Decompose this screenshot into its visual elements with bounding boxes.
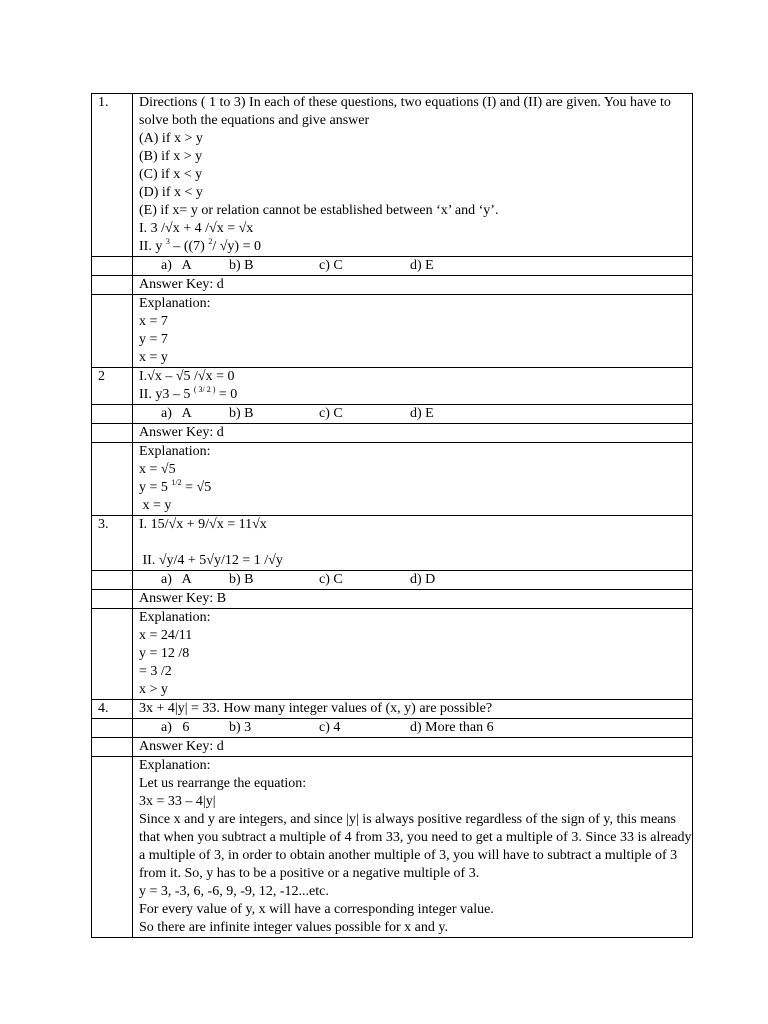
option-c: c) 4 [319,720,341,735]
empty-cell [92,257,133,276]
option-a: a) A [161,406,192,421]
eq-superscript: 3 [165,237,170,246]
empty-cell [92,590,133,609]
options-row [92,719,693,738]
choice-e-rule: (E) if x= y or relation cannot be established between ‘x’ and ‘y’. [139,203,499,218]
question-number: 3. [92,516,133,571]
answer-key: Answer Key: d [133,424,693,443]
eq-part: II. y [139,239,166,254]
explanation-line: y = 7 [139,332,168,347]
eq-part: – ((7) [169,239,209,254]
option-c: c) C [319,406,343,421]
explanation-cell [133,609,693,700]
explanation-line: x = 7 [139,314,168,329]
option-d: d) More than 6 [410,720,494,735]
question-3-text [133,516,693,571]
empty-cell [92,609,133,700]
options-row [92,571,693,590]
explanation-line: y = 3, -3, 6, -6, 9, -9, 12, -12...etc. [139,884,329,899]
explanation-title: Explanation: [139,758,211,773]
option-a: a) 6 [161,720,190,735]
answer-key: Answer Key: d [133,738,693,757]
explanation-title: Explanation: [139,610,211,625]
choice-a-rule: (A) if x > y [139,131,203,146]
option-d: d) E [410,258,434,273]
question-2-row [92,368,693,405]
explanation-row [92,757,693,938]
question-4-text: 3x + 4|y| = 33. How many integer values of (x, y) are possible? [133,700,693,719]
explanation-row [92,295,693,368]
question-3-row [92,516,693,571]
directions-text: Directions ( 1 to 3) In each of these questions, two equations (I) and (II) are given. You have to solve both the equations and give answer [139,95,675,128]
blank-line [139,534,692,552]
eq-superscript: 1/2 [171,478,182,487]
option-c: c) C [319,258,343,273]
equation-1: I. 15/√x + 9/√x = 11√x [139,517,267,532]
option-d: d) E [410,406,434,421]
explanation-line [139,479,692,497]
option-b: b) B [229,406,254,421]
explanation-line: x = y [139,498,172,513]
equation-2 [139,238,692,256]
question-4-row [92,700,693,719]
option-c: c) C [319,572,343,587]
question-table [91,93,693,938]
option-a: a) A [161,572,192,587]
empty-cell [92,295,133,368]
explanation-line: Let us rearrange the equation: [139,776,307,791]
option-a: a) A [161,258,192,273]
choice-b-rule: (B) if x > y [139,149,203,164]
equation-2: II. √y/4 + 5√y/12 = 1 /√y [139,553,283,568]
explanation-line: x > y [139,682,168,697]
explanation-line: x = y [139,350,168,365]
eq-superscript: ( 3/ 2 ) [193,385,216,394]
explanation-line: = 3 /2 [139,664,172,679]
explanation-row [92,609,693,700]
eq-part: / √y) = 0 [212,239,261,254]
choice-d-rule: (D) if x < y [139,185,203,200]
question-number: 1. [92,94,133,257]
options-cell [133,405,693,424]
empty-cell [92,757,133,938]
choice-c-rule: (C) if x < y [139,167,203,182]
option-b: b) B [229,258,254,273]
eq-superscript: 2 [208,237,213,246]
explanation-line: So there are infinite integer values possible for x and y. [139,920,448,935]
equation-1: I.√x – √5 /√x = 0 [139,369,235,384]
equation-2 [139,386,692,404]
empty-cell [92,571,133,590]
question-1-row [92,94,693,257]
question-2-text [133,368,693,405]
explanation-cell [133,757,693,938]
option-b: b) 3 [229,720,252,735]
eq-part: = √5 [181,480,212,495]
options-cell [133,571,693,590]
question-number: 2 [92,368,133,405]
option-d: d) D [410,572,436,587]
explanation-cell [133,443,693,516]
empty-cell [92,405,133,424]
explanation-line: y = 12 /8 [139,646,190,661]
options-cell [133,257,693,276]
empty-cell [92,276,133,295]
answer-key-row [92,590,693,609]
answer-key-row [92,424,693,443]
equation-1: I. 3 /√x + 4 /√x = √x [139,221,254,236]
answer-key: Answer Key: B [133,590,693,609]
eq-part: II. y3 – 5 [139,387,194,402]
empty-cell [92,443,133,516]
answer-key: Answer Key: d [133,276,693,295]
options-row [92,405,693,424]
explanation-cell [133,295,693,368]
empty-cell [92,424,133,443]
explanation-line: x = √5 [139,462,176,477]
answer-key-row [92,276,693,295]
explanation-line: 3x = 33 – 4|y| [139,794,216,809]
question-number: 4. [92,700,133,719]
option-b: b) B [229,572,254,587]
explanation-row [92,443,693,516]
explanation-line: x = 24/11 [139,628,193,643]
question-1-text [133,94,693,257]
options-row [92,257,693,276]
explanation-paragraph: Since x and y are integers, and since |y| is always positive regardless of the sign of y, this means that when you subtract a multiple of 4 from 33, you need to get a multiple of 3. Since 33 is already a multiple of 3, in order to obtain another multiple of 3, you will have to subtract a multiple of 3 from it. So, y has to be a positive or a negative multiple of 3. [139,812,695,881]
explanation-title: Explanation: [139,296,211,311]
options-cell [133,719,693,738]
eq-part: y = 5 [139,480,172,495]
empty-cell [92,738,133,757]
explanation-title: Explanation: [139,444,211,459]
explanation-line: For every value of y, x will have a corresponding integer value. [139,902,494,917]
eq-part: = 0 [215,387,238,402]
empty-cell [92,719,133,738]
answer-key-row [92,738,693,757]
